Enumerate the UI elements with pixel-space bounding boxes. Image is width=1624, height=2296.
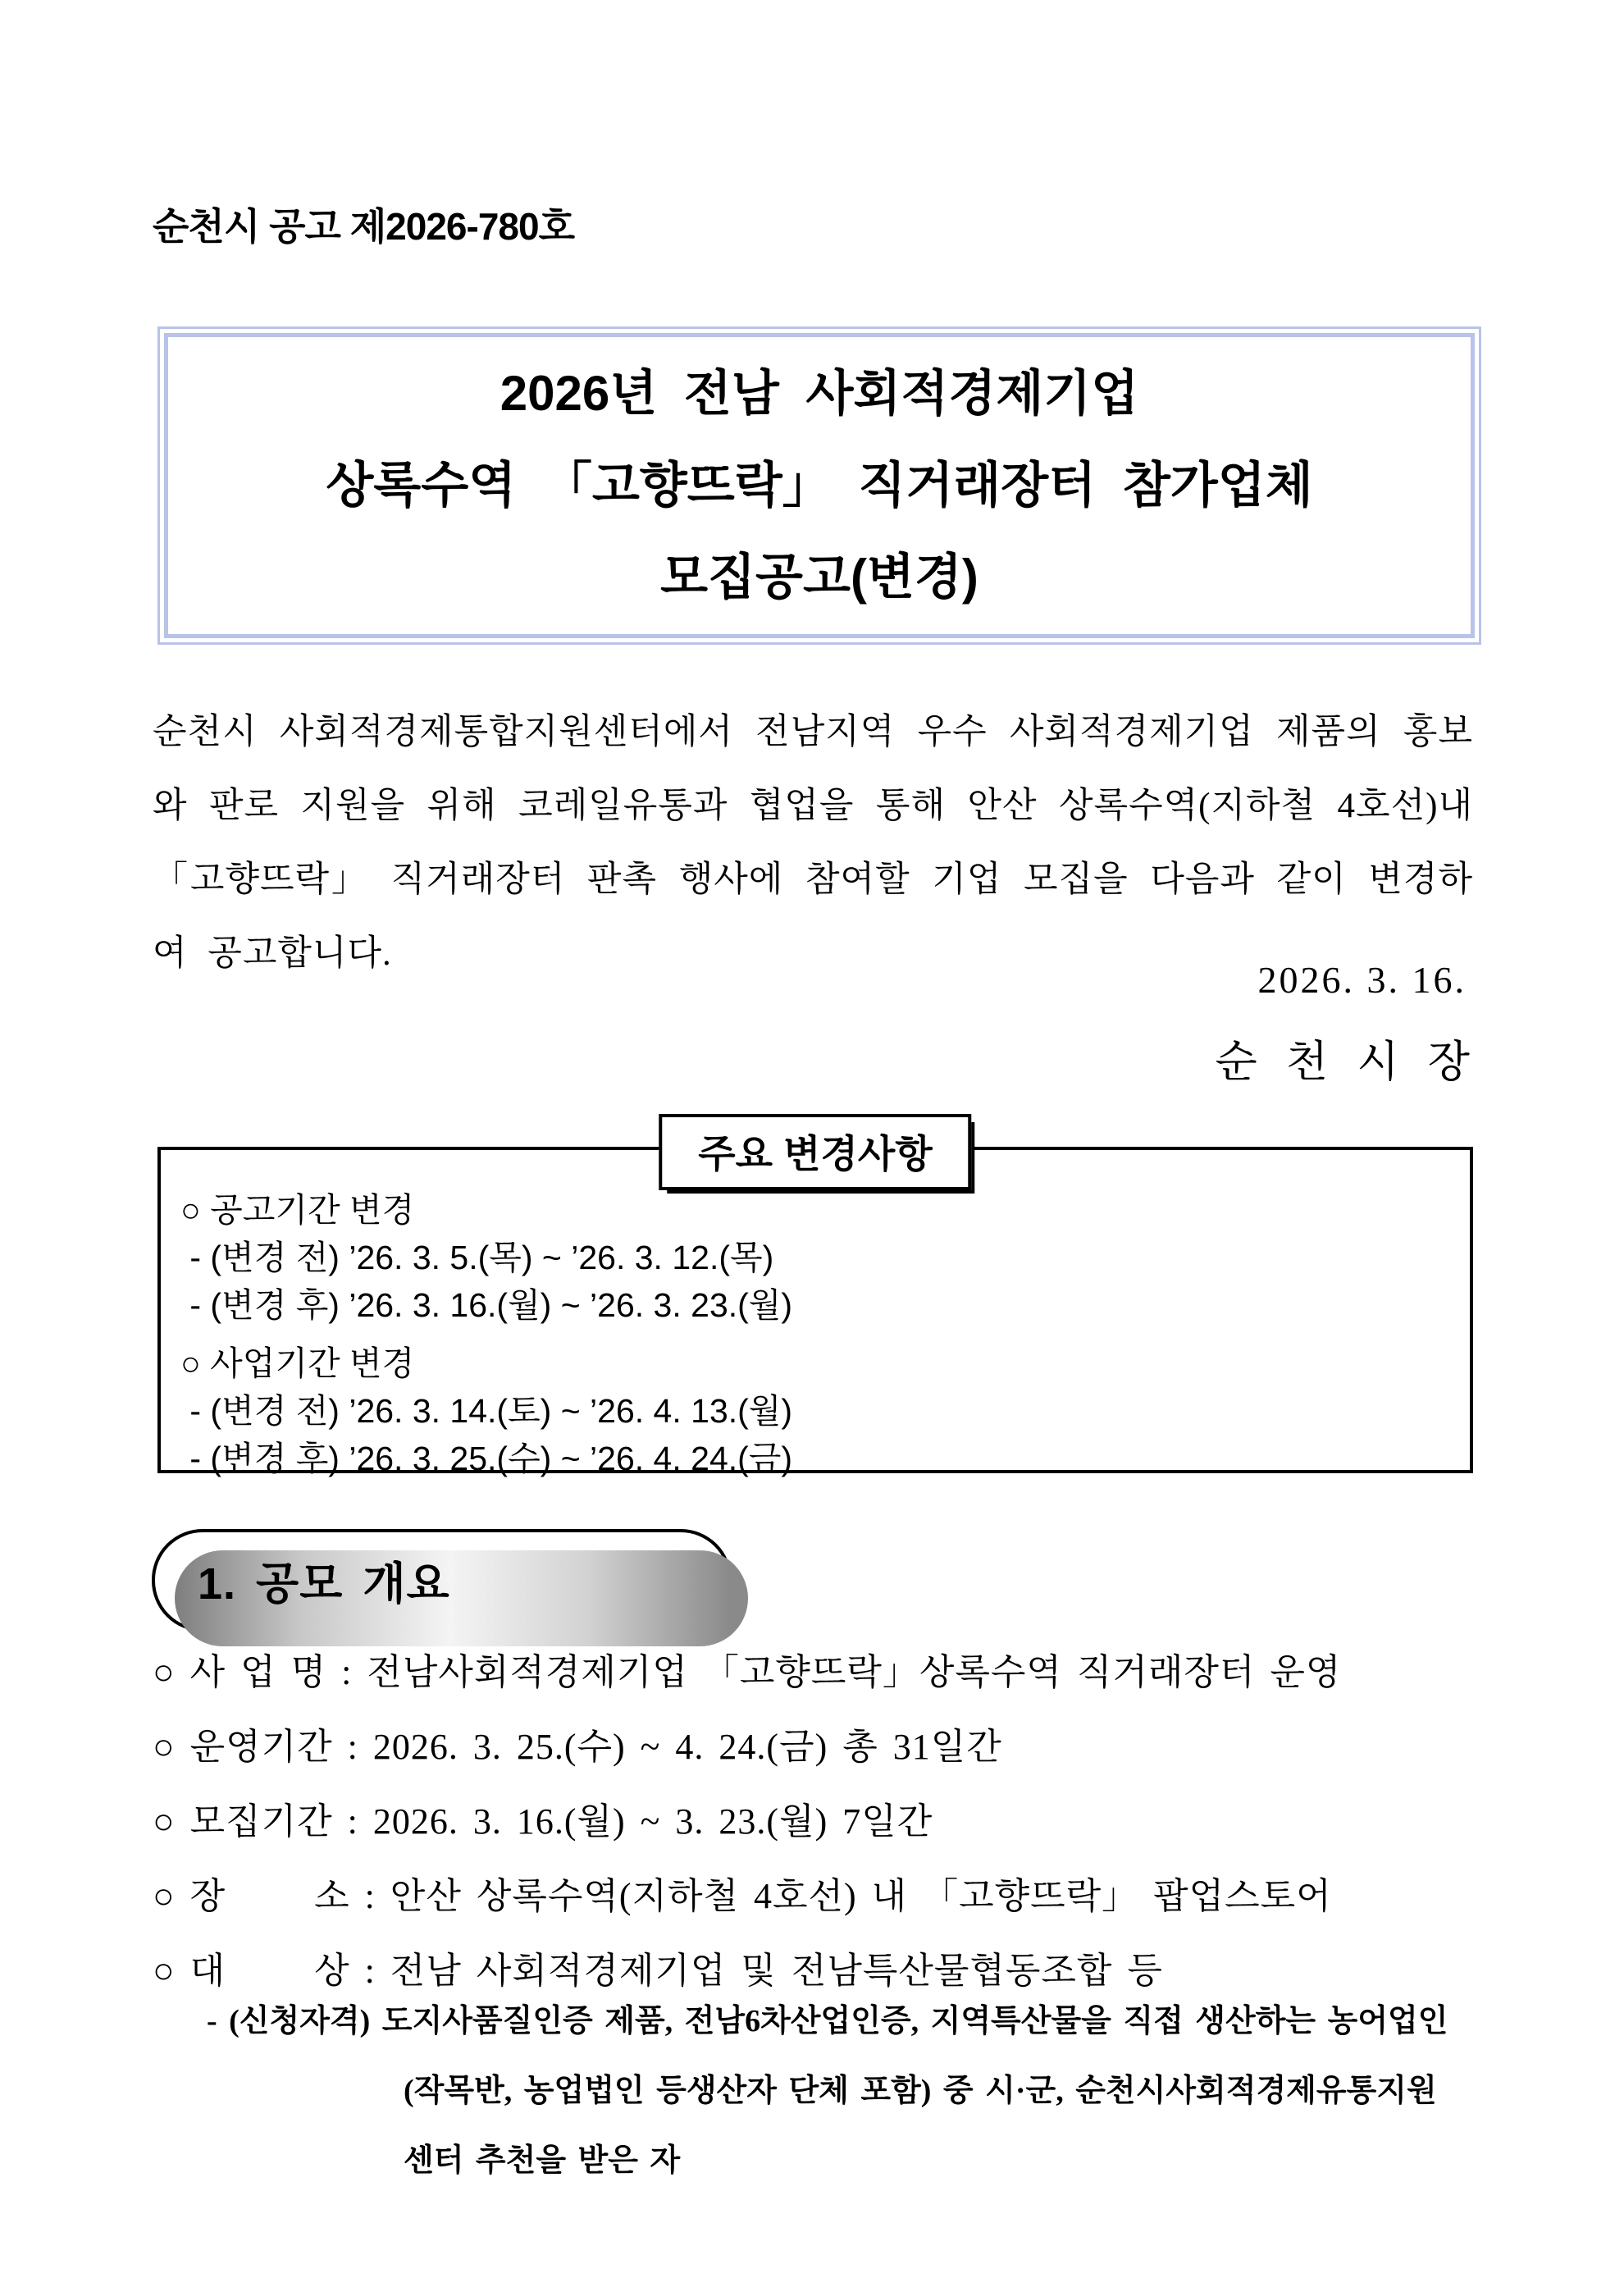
notice-number: 순천시 공고 제2026-780호 bbox=[153, 205, 575, 248]
change-item-heading: ○ 사업기간 변경 bbox=[180, 1344, 415, 1382]
changes-box bbox=[157, 1132, 1473, 1477]
change-item-line: - (변경 후) ’26. 3. 16.(월) ~ ’26. 3. 23.(월) bbox=[180, 1286, 793, 1324]
title-line-1: 2026년 전남 사회적경제기업 bbox=[500, 366, 1139, 421]
announcement-date: 2026. 3. 16. bbox=[1257, 959, 1467, 1001]
change-item-line: - (변경 전) ’26. 3. 14.(토) ~ ’26. 4. 13.(월) bbox=[180, 1392, 793, 1430]
bullet-location: ○ 장 소 : 안산 상록수역(지하철 4호선) 내 「고향뜨락」 팝업스토어 bbox=[153, 1876, 1332, 1916]
body-paragraph: 순천시 사회적경제통합지원센터에서 전남지역 우수 사회적경제기업 제품의 홍보와 판로 지원을 위해 코레일유통과 협업을 통해 안산 상록수역(지하철 4호선)내 「고향뜨락」 직거래장터 판촉 행사에 참여할 기업 모집을 다음과 같이 변경하여 공고합니다. bbox=[153, 713, 1473, 973]
section1-header bbox=[152, 1529, 732, 1632]
title-line-3: 모집공고(변경) bbox=[660, 550, 979, 605]
bullet-recruit-period: ○ 모집기간 : 2026. 3. 16.(월) ~ 3. 23.(월) 7일간 bbox=[153, 1801, 933, 1842]
signer-mayor: 순 천 시 장 bbox=[1215, 1038, 1470, 1086]
qualification-line-1: - (신청자격) 도지사품질인증 제품, 전남6차산업인증, 지역특산물을 직접 생산하는 농어업인 bbox=[207, 2004, 1448, 2038]
changes-box-title: 주요 변경사항 bbox=[659, 1114, 971, 1190]
change-item-line: - (변경 전) ’26. 3. 5.(목) ~ ’26. 3. 12.(목) bbox=[180, 1239, 774, 1276]
change-item-heading: ○ 공고기간 변경 bbox=[180, 1191, 415, 1229]
change-item-line: - (변경 후) ’26. 3. 25.(수) ~ ’26. 4. 24.(금) bbox=[180, 1440, 793, 1477]
bullet-operation-period: ○ 운영기간 : 2026. 3. 25.(수) ~ 4. 24.(금) 총 31일간 bbox=[153, 1727, 1002, 1767]
title-line-2: 상록수역 「고향뜨락」 직거래장터 참가업체 bbox=[326, 458, 1313, 513]
changes-box-content bbox=[180, 1186, 1462, 1482]
section1-title: 1. 공모 개요 bbox=[198, 1559, 450, 1609]
qualification-line-3: 센터 추천을 받은 자 bbox=[404, 2143, 681, 2178]
bullet-business-name: ○ 사 업 명 : 전남사회적경제기업 「고향뜨락」상록수역 직거래장터 운영 bbox=[153, 1652, 1342, 1692]
title-box bbox=[164, 333, 1475, 638]
qualification-line-2: (작목반, 농업법인 등생산자 단체 포함) 중 시·군, 순천시사회적경제유통지원 bbox=[404, 2074, 1437, 2108]
bullet-target: ○ 대 상 : 전남 사회적경제기업 및 전남특산물협동조합 등 bbox=[153, 1951, 1163, 1991]
